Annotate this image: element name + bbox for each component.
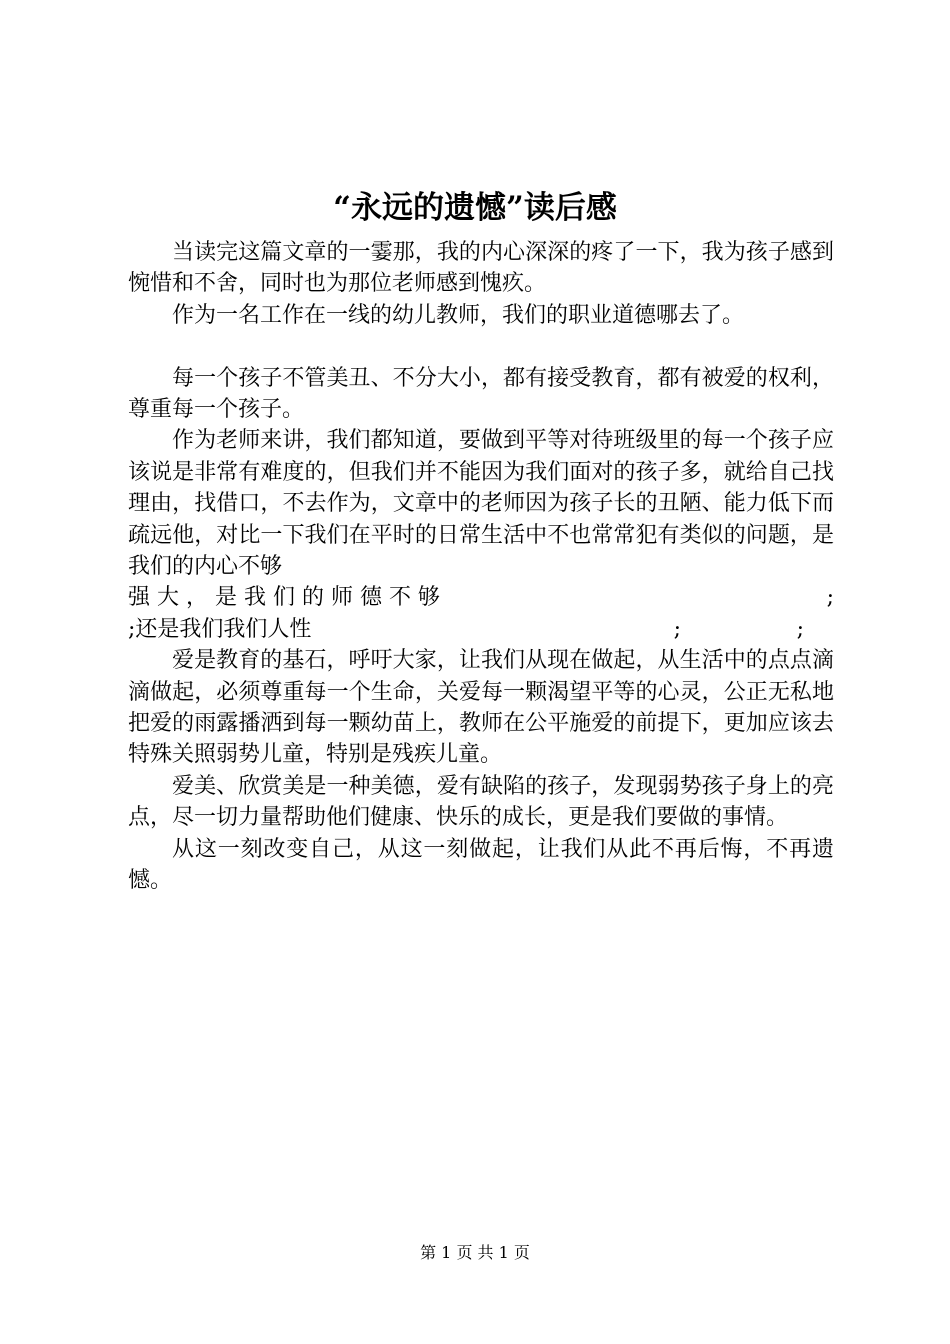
gap-line-1-end: ; (826, 585, 834, 611)
paragraph-4: 作为老师来讲，我们都知道，要做到平等对待班级里的每一个孩子应该说是非常有难度的，但我们并不能因为我们面对的孩子多，就给自己找理由，找借口，不去作为，文章中的老师因为孩子长的丑陋、能力低下而疏远他，对比一下我们在平时的日常生活中不也常常犯有类似的问题，是我们的内心不够 (128, 428, 834, 580)
gap-line-2-start: ;还是我们我们人性 (128, 616, 312, 642)
gap-line-2 (128, 614, 834, 645)
paragraph-5: 爱是教育的基石，呼吁大家，让我们从现在做起，从生活中的点点滴滴做起，必须尊重每一个生命，关爱每一颗渴望平等的心灵，公正无私地把爱的雨露播洒到每一颗幼苗上，教师在公平施爱的前提下，更加应该去特殊关照弱势儿童，特别是残疾儿童。 (128, 648, 834, 768)
paragraph-6: 爱美、欣赏美是一种美德，爱有缺陷的孩子，发现弱势孩子身上的亮点，尽一切力量帮助他们健康、快乐的成长，更是我们要做的事情。 (128, 773, 834, 831)
gap-line-2-end: ; (796, 616, 804, 642)
paragraph-7: 从这一刻改变自己，从这一刻做起，让我们从此不再后悔，不再遗憾。 (128, 836, 834, 894)
page-footer: 第 1 页 共 1 页 (420, 1243, 530, 1262)
gap-line-1 (128, 582, 834, 613)
paragraph-1: 当读完这篇文章的一霎那，我的内心深深的疼了一下，我为孩子感到惋惜和不舍，同时也为那位老师感到愧疚。 (128, 240, 834, 297)
document-body (128, 237, 834, 897)
blank-line (128, 331, 834, 362)
gap-line-2-mid: ; (673, 616, 681, 642)
paragraph-2: 作为一名工作在一线的幼儿教师，我们的职业道德哪去了。 (172, 302, 745, 328)
paragraph-3: 每一个孩子不管美丑、不分大小，都有接受教育，都有被爱的权利，尊重每一个孩子。 (128, 365, 834, 423)
document-title: “永远的遗憾”读后感 (333, 190, 617, 226)
gap-line-1-text: 强 大 ， 是 我 们 的 师 德 不 够 (128, 585, 440, 611)
